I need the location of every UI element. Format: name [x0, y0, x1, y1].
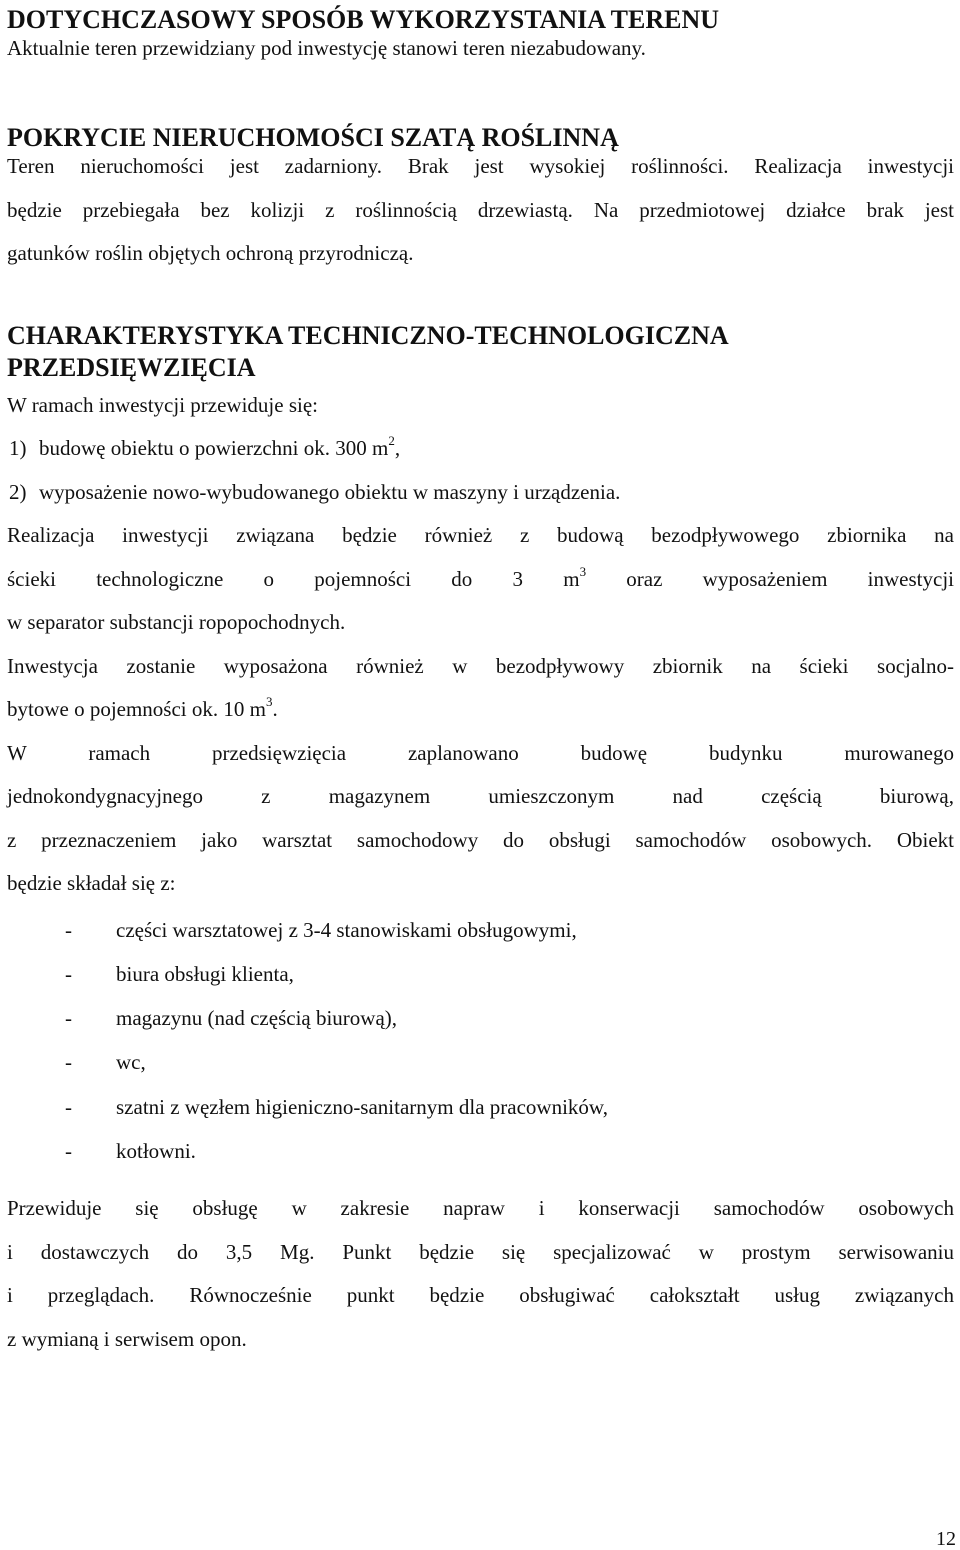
item-number: 1)	[9, 436, 27, 460]
section-heading-technical	[7, 320, 954, 384]
text-segment: .	[272, 697, 278, 721]
text-line: będzie przebiegała bez kolizji z roślinnością drzewiastą. Na przedmiotowej działce brak jest	[7, 197, 954, 222]
text-line: Realizacja inwestycji związana będzie również z budową bezodpływowego zbiornika na	[7, 523, 954, 547]
text-line: i dostawczych do 3,5 Mg. Punkt będzie się specjalizować w prostym serwisowaniu	[7, 1239, 954, 1264]
list-item-text: wc,	[116, 1050, 146, 1075]
text-line: i przeglądach. Równocześnie punkt będzie obsługiwać całokształt usług związanych	[7, 1283, 954, 1308]
section-heading-vegetation: POKRYCIE NIERUCHOMOŚCI SZATĄ ROŚLINNĄ	[7, 123, 619, 152]
list-item	[7, 952, 954, 996]
item-text-tail: ,	[394, 436, 401, 460]
list-item-text: biura obsługi klienta,	[116, 961, 294, 986]
dash-bullet: -	[65, 1138, 72, 1163]
paragraph-tank	[7, 514, 954, 645]
paragraph-land-use: Aktualnie teren przewidziany pod inwestycję stanowi teren niezabudowany.	[7, 36, 646, 60]
list-item	[7, 996, 954, 1040]
text-line	[7, 558, 954, 602]
list-intro: W ramach inwestycji przewiduje się:	[7, 392, 319, 417]
paragraph-vegetation	[7, 145, 954, 276]
item-number: 2)	[9, 479, 27, 504]
list-item	[7, 1040, 954, 1084]
text-line: W ramach przedsięwzięcia zaplanowano budowę budynku murowanego	[7, 740, 954, 765]
page-number: 12	[936, 1528, 956, 1550]
paragraph-services	[7, 1187, 954, 1361]
text-segment: oraz wyposażeniem inwestycji	[586, 566, 954, 591]
superscript: 3	[579, 563, 587, 579]
paragraph-social-tank	[7, 645, 954, 732]
text-line: z przeznaczeniem jako warsztat samochodowy do obsługi samochodów osobowych. Obiekt	[7, 827, 954, 852]
text-line: Przewiduje się obsługę w zakresie napraw i konserwacji samochodów osobowych	[7, 1196, 954, 1221]
text-line: gatunków roślin objętych ochroną przyrodniczą.	[7, 241, 414, 265]
list-item	[7, 908, 954, 952]
page-content	[7, 0, 954, 1361]
list-item-text: kotłowni.	[116, 1138, 196, 1163]
text-line	[7, 688, 954, 732]
list-item	[7, 1085, 954, 1129]
list-item-text: magazynu (nad częścią biurową),	[116, 1006, 398, 1031]
dash-bullet: -	[65, 917, 72, 942]
superscript: 3	[265, 694, 273, 709]
superscript: 2	[388, 433, 395, 448]
building-parts-list	[7, 908, 954, 1174]
paragraph-building	[7, 732, 954, 906]
list-item	[7, 1129, 954, 1173]
numbered-item	[7, 427, 954, 471]
list-item-text: części warsztatowej z 3-4 stanowiskami obsługowymi,	[116, 917, 577, 942]
heading-line: CHARAKTERYSTYKA TECHNICZNO-TECHNOLOGICZNA	[7, 320, 729, 350]
text-line: Inwestycja zostanie wyposażona również w bezodpływowy zbiornik na ścieki socjalno-	[7, 653, 954, 678]
dash-bullet: -	[65, 1094, 72, 1119]
text-line: jednokondygnacyjnego z magazynem umieszczonym nad częścią biurową,	[7, 784, 954, 808]
dash-bullet: -	[65, 1006, 72, 1031]
text-line: w separator substancji ropopochodnych.	[7, 610, 346, 634]
dash-bullet: -	[65, 1050, 72, 1075]
text-line: będzie składał się z:	[7, 871, 176, 895]
text-segment: ścieki technologiczne o pojemności do 3 m	[7, 566, 580, 591]
heading-line: PRZEDSIĘWZIĘCIA	[7, 352, 256, 382]
section-heading-land-use: DOTYCHCZASOWY SPOSÓB WYKORZYSTANIA TERENU	[7, 5, 720, 34]
dash-bullet: -	[65, 961, 72, 986]
text-line: z wymianą i serwisem opon.	[7, 1326, 247, 1351]
list-item-text: szatni z węzłem higieniczno-sanitarnym dla pracowników,	[116, 1094, 608, 1119]
text-line: Teren nieruchomości jest zadarniony. Brak jest wysokiej roślinności. Realizacja inwestycji	[7, 154, 954, 178]
numbered-item	[7, 471, 954, 515]
item-text: budowę obiektu o powierzchni ok. 300 m	[39, 436, 389, 460]
item-text: wyposażenie nowo-wybudowanego obiektu w maszyny i urządzenia.	[39, 479, 621, 504]
text-segment: bytowe o pojemności ok. 10 m	[7, 697, 266, 721]
